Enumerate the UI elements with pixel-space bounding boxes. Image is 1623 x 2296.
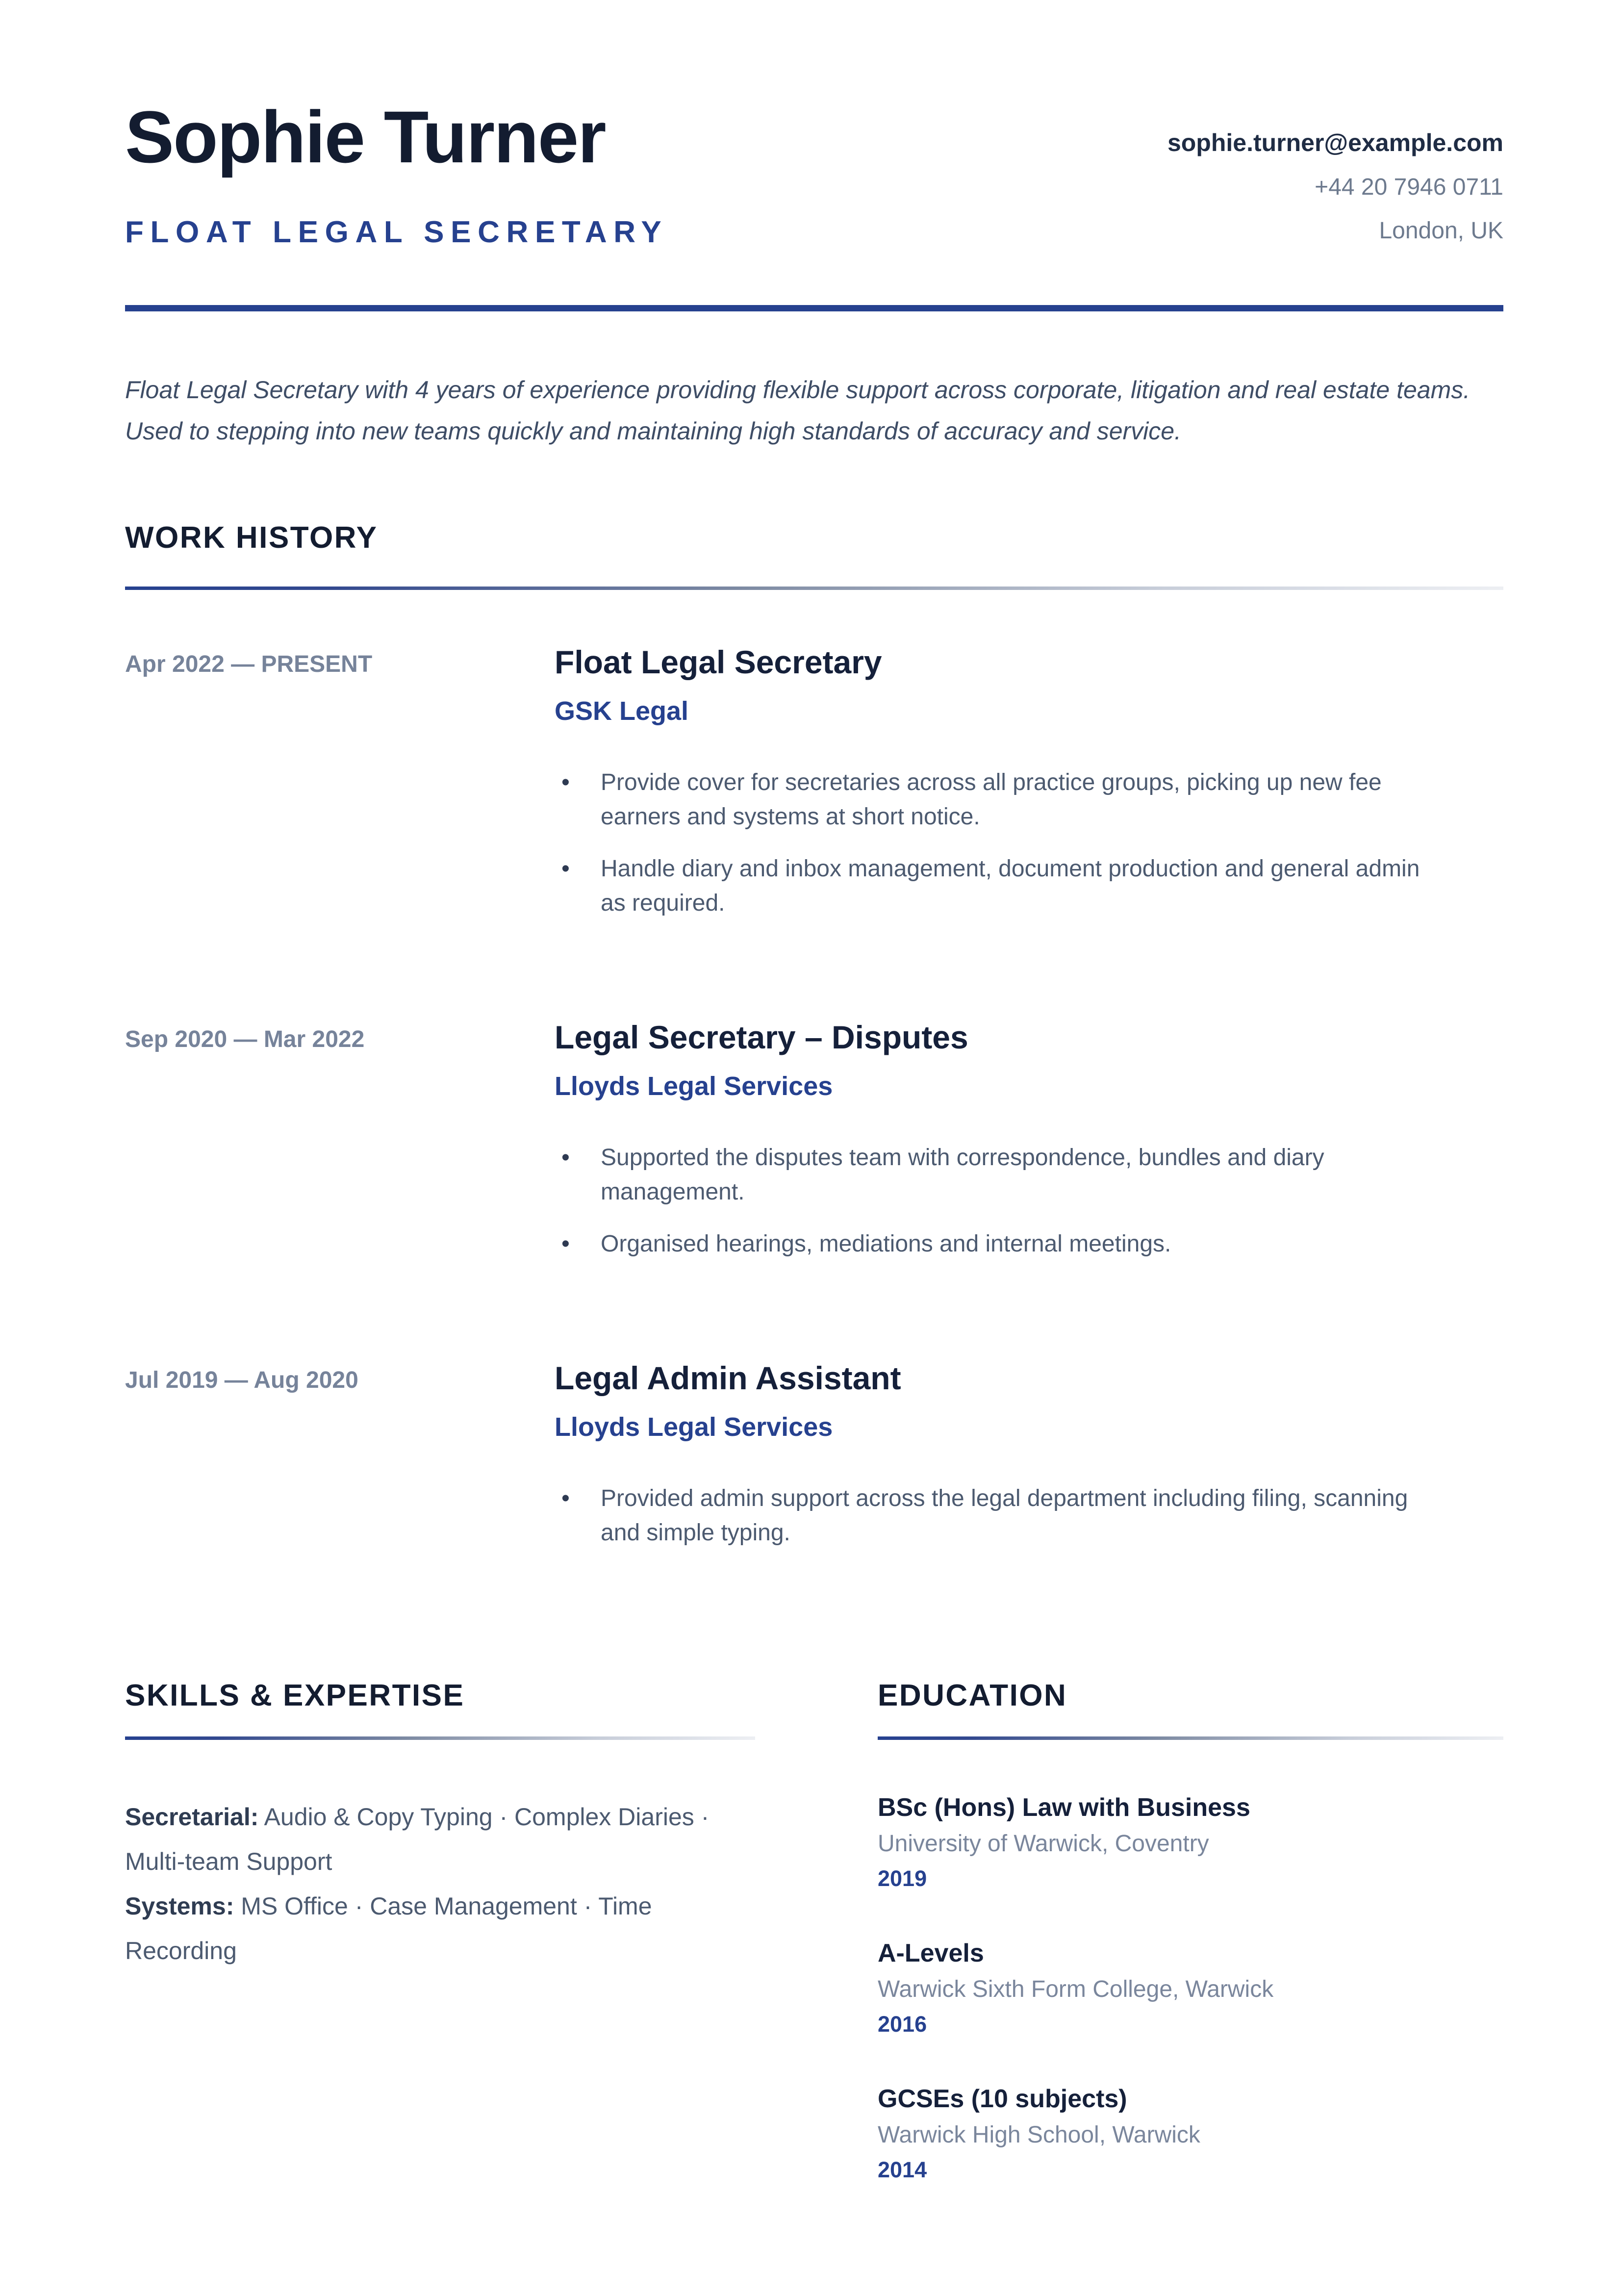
- work-entry-title: Float Legal Secretary: [555, 644, 882, 680]
- skills-group: [125, 1795, 755, 1884]
- work-bullet: • Handle diary and inbox management, document production and general admin as required.: [555, 852, 1503, 920]
- work-entry-title: Legal Secretary – Disputes: [555, 1019, 968, 1056]
- work-entry-bullets: [555, 765, 1503, 920]
- contact-block: [1167, 100, 1503, 261]
- work-entry-dates: Jul 2019 — Aug 2020: [125, 1367, 358, 1394]
- work-entry-content: [555, 644, 1503, 938]
- work-entry-dates: Apr 2022 — PRESENT: [125, 651, 373, 677]
- summary-text: Float Legal Secretary with 4 years of experience providing flexible support across corporate, litigation and real estate teams. Used to stepping into new teams quickly and maintaining high standards of accuracy and service.: [125, 376, 1471, 445]
- skills-heading: SKILLS & EXPERTISE: [125, 1679, 465, 1713]
- education-school: Warwick High School, Warwick: [878, 2122, 1200, 2148]
- education-year: 2014: [878, 2157, 927, 2183]
- contact-email: sophie.turner@example.com: [1167, 129, 1503, 156]
- work-bullet: • Supported the disputes team with correspondence, bundles and diary management.: [555, 1141, 1503, 1209]
- skills-group-label: Systems:: [125, 1892, 234, 1920]
- work-entry-content: [555, 1019, 1503, 1279]
- work-entry: [125, 1360, 1503, 1568]
- work-entry-dates: Sep 2020 — Mar 2022: [125, 1026, 365, 1053]
- education-degree: BSc (Hons) Law with Business: [878, 1793, 1250, 1822]
- header: [125, 96, 1503, 261]
- contact-location: London, UK: [1379, 218, 1503, 244]
- education-degree: A-Levels: [878, 1939, 984, 1968]
- work-entry-bullets: [555, 1141, 1503, 1261]
- work-entry-content: [555, 1360, 1503, 1568]
- education-divider: [878, 1736, 1503, 1740]
- bottom-columns: [125, 1678, 1503, 2230]
- education-heading: EDUCATION: [878, 1679, 1067, 1713]
- person-title: FLOAT LEGAL SECRETARY: [125, 215, 668, 249]
- education-degree: GCSEs (10 subjects): [878, 2085, 1127, 2114]
- work-history-heading: WORK HISTORY: [125, 521, 378, 555]
- work-bullet: • Provided admin support across the legal department including filing, scanning and simple typing.: [555, 1481, 1503, 1550]
- work-entry: [125, 1019, 1503, 1279]
- education-year: 2016: [878, 2012, 927, 2037]
- skills-section: [125, 1678, 755, 2230]
- header-divider: [125, 305, 1503, 311]
- education-school: Warwick Sixth Form College, Warwick: [878, 1976, 1274, 2003]
- work-bullet: • Provide cover for secretaries across all practice groups, picking up new fee earners and systems at short notice.: [555, 765, 1503, 834]
- work-entry-bullets: [555, 1481, 1503, 1550]
- person-name: Sophie Turner: [125, 96, 606, 178]
- work-entry-company: GSK Legal: [555, 696, 689, 726]
- work-entries: [125, 644, 1503, 1568]
- work-entry-title: Legal Admin Assistant: [555, 1360, 901, 1397]
- education-entry: [878, 1793, 1503, 1891]
- skills-body: [125, 1795, 755, 1973]
- skills-group-value: Audio & Copy Typing · Complex Diaries · Multi-team Support: [125, 1803, 710, 1876]
- work-entry: [125, 644, 1503, 938]
- work-entry-company: Lloyds Legal Services: [555, 1071, 833, 1101]
- work-bullet: • Organised hearings, mediations and internal meetings.: [555, 1227, 1503, 1261]
- skills-group: [125, 1884, 755, 1973]
- education-section: [878, 1678, 1503, 2230]
- contact-phone: +44 20 7946 0711: [1315, 174, 1503, 200]
- work-entry-company: Lloyds Legal Services: [555, 1412, 833, 1442]
- education-list: [878, 1793, 1503, 2183]
- education-year: 2019: [878, 1866, 927, 1891]
- skills-group-value: MS Office · Case Management · Time Recording: [125, 1892, 652, 1965]
- skills-group-label: Secretarial:: [125, 1803, 259, 1831]
- education-entry: [878, 1939, 1503, 2037]
- work-history-section: [125, 520, 1503, 1568]
- education-entry: [878, 2084, 1503, 2183]
- education-school: University of Warwick, Coventry: [878, 1831, 1209, 1857]
- header-identity: [125, 96, 668, 250]
- work-history-divider: [125, 587, 1503, 590]
- skills-divider: [125, 1736, 755, 1740]
